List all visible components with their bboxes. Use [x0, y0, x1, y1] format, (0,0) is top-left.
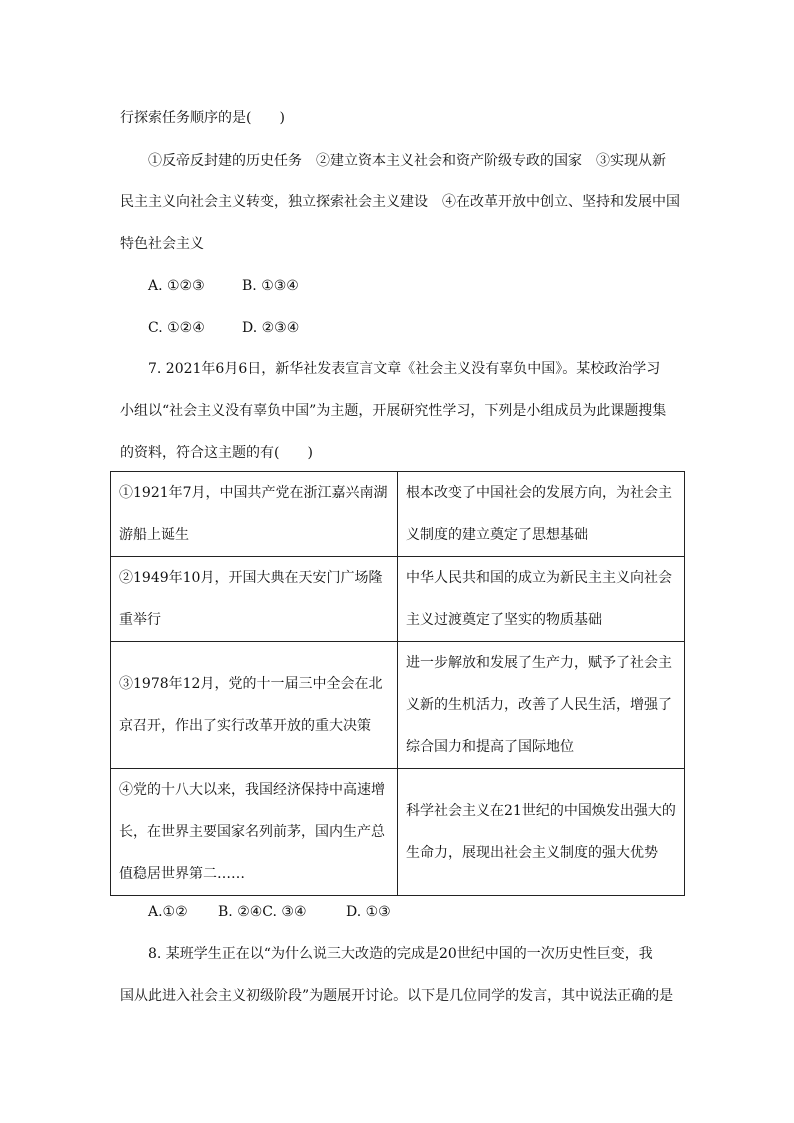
q6-items-line2: 民主主义向社会主义转变，独立探索社会主义建设 ④在改革开放中创立、坚持和发展中国	[120, 194, 680, 210]
q7-option-d: D. ①③	[346, 904, 391, 920]
table-cell-significance: 根本改变了中国社会的发展方向，为社会主 义制度的建立奠定了思想基础	[398, 472, 685, 557]
table-row	[111, 472, 685, 557]
q7-option-a: A.①②	[148, 904, 188, 920]
table-row	[111, 769, 685, 896]
table-cell-event: ④党的十八大以来，我国经济保持中高速增 长，在世界主要国家名列前茅，国内生产总 值稳居世界第二……	[111, 769, 398, 896]
q6-options-row2	[148, 318, 299, 338]
q7-options	[148, 902, 391, 922]
table-cell-event: ②1949年10月，开国大典在天安门广场隆 重举行	[111, 557, 398, 642]
q6-options-row1	[148, 276, 299, 296]
q6-items-line1: ①反帝反封建的历史任务 ②建立资本主义社会和资产阶级专政的国家 ③实现从新	[148, 153, 666, 169]
table-cell-significance: 中华人民共和国的成立为新民主主义向社会 主义过渡奠定了坚实的物质基础	[398, 557, 685, 642]
q7-option-bc: B. ②④C. ③④	[218, 904, 307, 920]
q7-material-table	[110, 471, 685, 896]
table-row	[111, 557, 685, 642]
q8-stem-line2: 国从此进入社会主义初级阶段”为题展开讨论。以下是几位同学的发言，其中说法正确的是	[120, 988, 674, 1004]
q6-option-a: A. ①②③	[148, 278, 205, 294]
table-cell-event: ③1978年12月，党的十一届三中全会在北 京召开，作出了实行改革开放的重大决策	[111, 642, 398, 769]
table-cell-significance: 进一步解放和发展了生产力，赋予了社会主 义新的生机活力，改善了人民生活，增强了 综合国力和提高了国际地位	[398, 642, 685, 769]
q7-stem-line2: 小组以“社会主义没有辜负中国”为主题，开展研究性学习，下列是小组成员为此课题搜集	[120, 403, 667, 419]
q7-stem-line1: 7. 2021年6月6日，新华社发表宣言文章《社会主义没有辜负中国》。某校政治学习	[148, 361, 661, 377]
q6-option-c: C. ①②④	[148, 320, 205, 336]
q6-items-line3: 特色社会主义	[120, 236, 204, 252]
q6-stem-tail: 行探索任务顺序的是( )	[120, 110, 285, 126]
q7-stem-line3: 的资料，符合这主题的有( )	[120, 445, 313, 461]
table-cell-event: ①1921年7月，中国共产党在浙江嘉兴南湖 游船上诞生	[111, 472, 398, 557]
table-row	[111, 642, 685, 769]
q6-option-b: B. ①③④	[242, 278, 299, 294]
q6-option-d: D. ②③④	[242, 320, 300, 336]
table-cell-significance: 科学社会主义在21世纪的中国焕发出强大的 生命力，展现出社会主义制度的强大优势	[398, 769, 685, 896]
q8-stem-line1: 8. 某班学生正在以“为什么说三大改造的完成是20世纪中国的一次历史性巨变，我	[148, 946, 653, 962]
